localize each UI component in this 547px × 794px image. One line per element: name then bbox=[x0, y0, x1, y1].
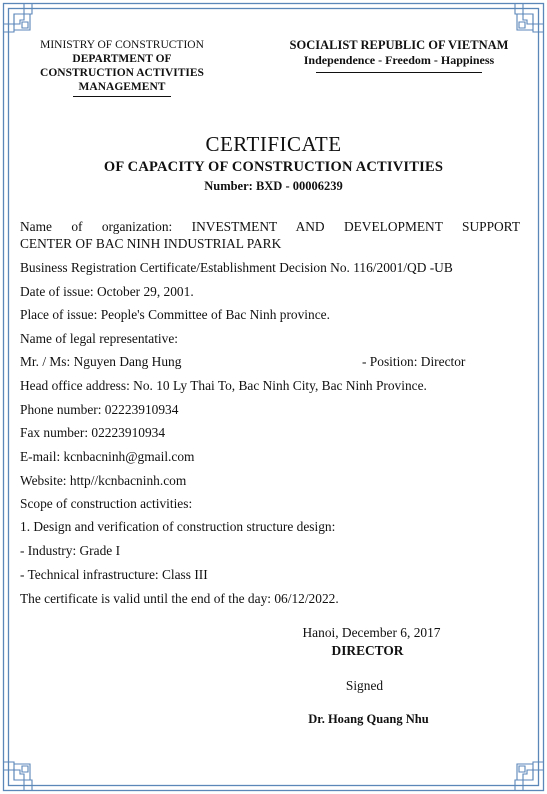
phone-number: Phone number: 02223910934 bbox=[20, 402, 179, 417]
organization-name-line2: CENTER OF BAC NINH INDUSTRIAL PARK bbox=[20, 236, 282, 251]
signatory-name: Dr. Hoang Quang Nhu bbox=[308, 712, 429, 726]
department-name-line2: CONSTRUCTION ACTIVITIES bbox=[40, 67, 204, 79]
place-of-issue: Place of issue: People's Committee of Bac Ninh province. bbox=[20, 307, 330, 322]
legal-representative-name: Mr. / Ms: Nguyen Dang Hung bbox=[20, 354, 182, 369]
website-address: Website: http//kcnbacninh.com bbox=[20, 473, 187, 488]
scope-technical-class: - Technical infrastructure: Class III bbox=[20, 567, 208, 582]
legal-representative-position: - Position: Director bbox=[362, 354, 466, 369]
registration-decision: Business Registration Certificate/Establishment Decision No. 116/2001/QD -UB bbox=[20, 260, 453, 275]
signature-place-date: Hanoi, December 6, 2017 bbox=[302, 625, 441, 640]
department-name-line1: DEPARTMENT OF bbox=[72, 53, 172, 65]
national-header bbox=[272, 38, 526, 73]
validity-statement: The certificate is valid until the end of the day: 06/12/2022. bbox=[20, 591, 339, 606]
fax-number: Fax number: 02223910934 bbox=[20, 425, 166, 440]
signatory-title: DIRECTOR bbox=[331, 643, 404, 658]
date-of-issue: Date of issue: October 29, 2001. bbox=[20, 284, 194, 299]
scope-industry-grade: - Industry: Grade I bbox=[20, 543, 121, 558]
organization-name-line1: Name of organization: INVESTMENT AND DEVELOPMENT SUPPORT bbox=[20, 219, 520, 234]
legal-representative-label: Name of legal representative: bbox=[20, 331, 179, 346]
signed-mark: Signed bbox=[345, 678, 384, 693]
issuer-header bbox=[22, 38, 222, 97]
national-motto: Independence - Freedom - Happiness bbox=[303, 53, 495, 67]
certificate-number: Number: BXD - 00006239 bbox=[204, 179, 343, 193]
certificate-subtitle: OF CAPACITY OF CONSTRUCTION ACTIVITIES bbox=[103, 159, 444, 175]
email-address: E-mail: kcnbacninh@gmail.com bbox=[20, 449, 195, 464]
scope-item-design: 1. Design and verification of construction structure design: bbox=[20, 519, 336, 534]
republic-name: SOCIALIST REPUBLIC OF VIETNAM bbox=[289, 38, 509, 52]
certificate-title: CERTIFICATE bbox=[205, 132, 342, 156]
head-office-address: Head office address: No. 10 Ly Thai To, Bac Ninh City, Bac Ninh Province. bbox=[20, 378, 427, 393]
department-name-line3: MANAGEMENT bbox=[78, 81, 166, 93]
scope-label: Scope of construction activities: bbox=[20, 496, 193, 511]
header-underline-right bbox=[316, 72, 482, 73]
legal-representative-row bbox=[20, 353, 520, 370]
header-underline-left bbox=[73, 96, 171, 97]
ministry-name: MINISTRY OF CONSTRUCTION bbox=[40, 39, 204, 51]
